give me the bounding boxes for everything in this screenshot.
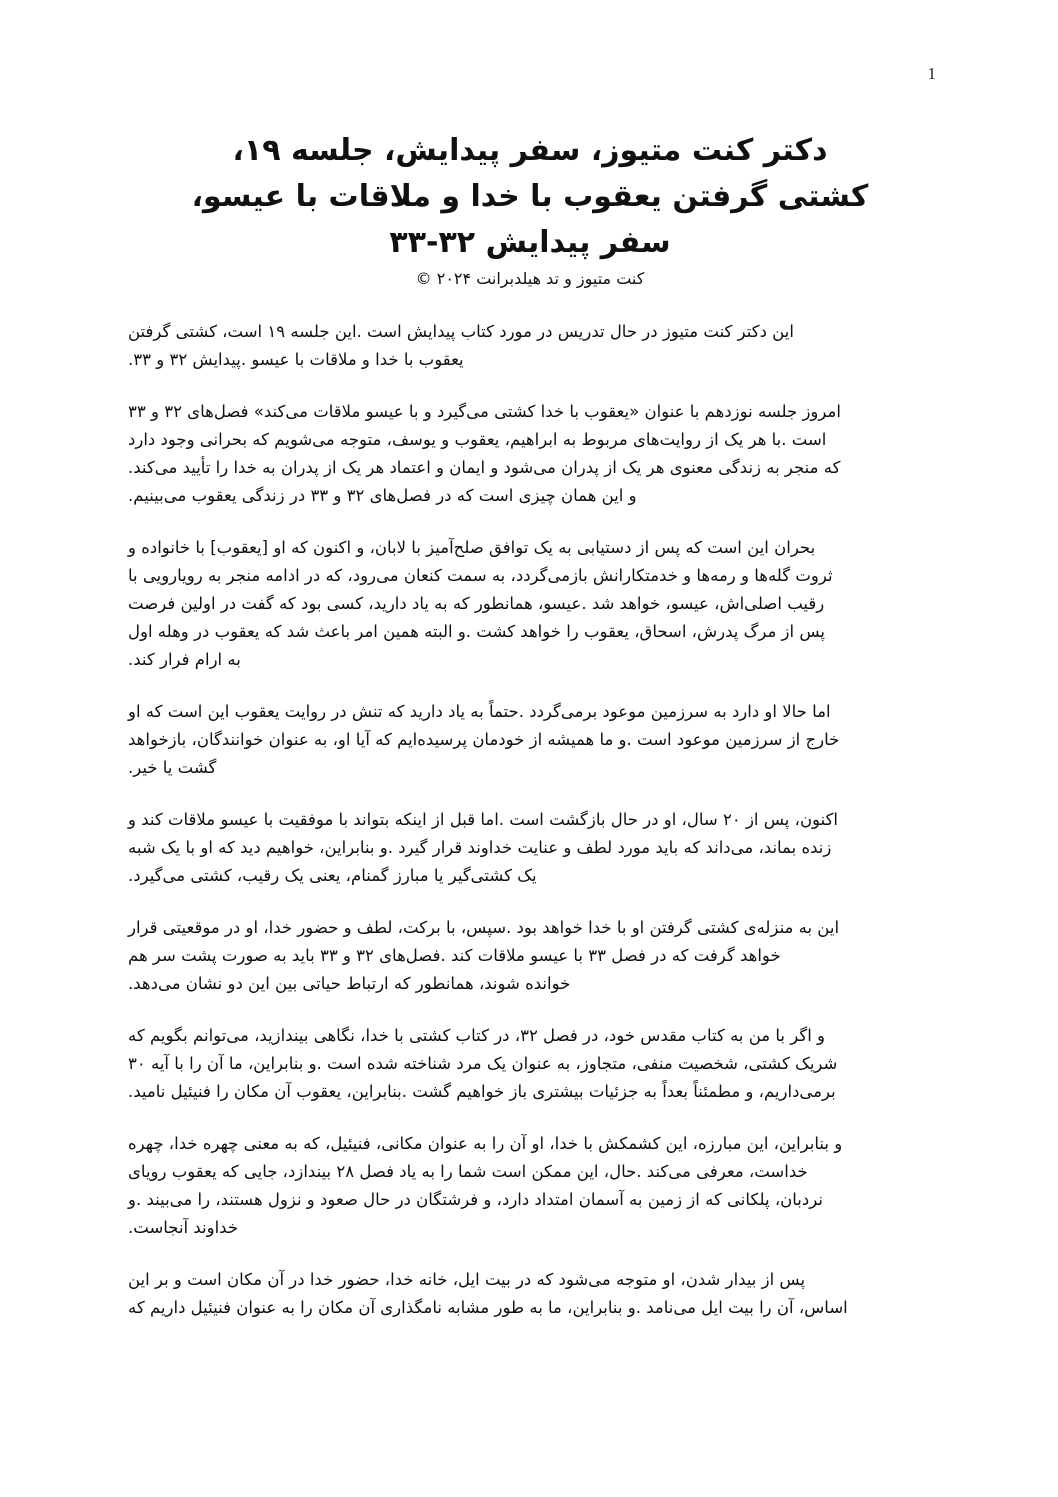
- paragraph-line: اما حالا او دارد به سرزمین موعود برمی‌گردد .حتماً به یاد دارید که تنش در روایت یعقوب این است که او: [128, 702, 831, 721]
- paragraph: [128, 1266, 940, 1322]
- title-line: دکتر کنت متیوز، سفر پیدایش، جلسه ۱۹،: [232, 133, 828, 168]
- paragraph-line: بحران این است که پس از دستیابی به یک توافق صلح‌آمیز با لابان، و اکنون که او [یعقوب] با خانواده و: [128, 538, 816, 557]
- paragraph: [128, 698, 940, 782]
- paragraph-line: خداوند آنجاست.: [128, 1218, 239, 1237]
- paragraph-line: اساس، آن را بیت ایل می‌نامد .و بنابراین، ما به طور مشابه نامگذاری آن مکان را به عنوان فنیئیل داریم که: [128, 1298, 848, 1317]
- paragraph: [128, 398, 940, 510]
- paragraph-line: امروز جلسه نوزدهم با عنوان «یعقوب با خدا کشتی می‌گیرد و با عیسو ملاقات می‌کند» فصل‌های ۳۲ و ۳۳: [128, 402, 841, 421]
- paragraph: [128, 1130, 940, 1242]
- title-line: کشتی گرفتن یعقوب با خدا و ملاقات با عیسو،: [191, 179, 869, 214]
- paragraph-line: رقیب اصلی‌اش، عیسو، خواهد شد .عیسو، همانطور که به یاد دارید، کسی بود که گفت در اولین فرصت: [128, 594, 825, 613]
- paragraph-line: شریک کشتی، شخصیت منفی، متجاوز، به عنوان یک مرد شناخته شده است .و بنابراین، ما آن را با آیه ۳۰: [128, 1054, 838, 1073]
- paragraph: [128, 1022, 940, 1106]
- paragraph: [128, 914, 940, 998]
- paragraph-line: زنده بماند، می‌داند که باید مورد لطف و عنایت خداوند قرار گیرد .و بنابراین، خواهیم دید که او با یک شبه: [128, 838, 832, 857]
- paragraph: [128, 806, 940, 890]
- page-number: 1: [927, 64, 936, 83]
- paragraph-line: این به منزله‌ی کشتی گرفتن او با خدا خواهد بود .سپس، با برکت، لطف و حضور خدا، او در موقعیتی قرار: [128, 918, 840, 937]
- body-text: [128, 318, 940, 1346]
- paragraph-line: و بنابراین، این مبارزه، این کشمکش با خدا، او آن را به عنوان مکانی، فنیئیل، که به معنی چهره خدا، چهره: [128, 1134, 843, 1153]
- paragraph: [128, 534, 940, 674]
- paragraph-line: خداست، معرفی می‌کند .حال، این ممکن است شما را به یاد فصل ۲۸ بیندازد، جایی که یعقوب رویای: [128, 1162, 808, 1181]
- paragraph-line: یک کشتی‌گیر یا مبارز گمنام، یعنی یک رقیب، کشتی می‌گیرد.: [128, 866, 537, 885]
- paragraph-line: پس از مرگ پدرش، اسحاق، یعقوب را خواهد کشت .و البته همین امر باعث شد که یعقوب در وهله اول: [128, 622, 825, 641]
- paragraph-line: خوانده شوند، همانطور که ارتباط حیاتی بین این دو نشان می‌دهد.: [128, 974, 571, 993]
- paragraph-line: به ارام فرار کند.: [128, 650, 241, 669]
- paragraph-line: خارج از سرزمین موعود است .و ما همیشه از خودمان پرسیده‌ایم که آیا او، به عنوان خوانندگان، بازخواهد: [128, 730, 840, 749]
- paragraph: [128, 318, 940, 374]
- paragraph-line: که منجر به زندگی معنوی هر یک از پدران می‌شود و ایمان و اعتماد هر یک از پدران به خدا را تأیید می‌کند.: [128, 458, 841, 477]
- paragraph-line: و اگر با من به کتاب مقدس خود، در فصل ۳۲، در کتاب کشتی با خدا، نگاهی بیندازید، می‌توانم بگویم که: [128, 1026, 826, 1045]
- paragraph-line: ثروت گله‌ها و رمه‌ها و خدمتکارانش بازمی‌گردد، به سمت کنعان می‌رود، که در ادامه منجر به رویارویی با: [128, 566, 833, 585]
- paragraph-line: است .با هر یک از روایت‌های مربوط به ابراهیم، یعقوب و یوسف، متوجه می‌شویم که بحرانی وجود دارد: [128, 430, 827, 449]
- paragraph-line: و این همان چیزی است که در فصل‌های ۳۲ و ۳۳ در زندگی یعقوب می‌بینیم.: [128, 486, 637, 505]
- paragraph-line: نردبان، پلکانی که از زمین به آسمان امتداد دارد، و فرشتگان در حال صعود و نزول هستند، را می‌بیند .و: [128, 1190, 823, 1209]
- paragraph-line: یعقوب با خدا و ملاقات با عیسو .پیدایش ۳۲ و ۳۳.: [128, 350, 464, 369]
- paragraph-line: پس از بیدار شدن، او متوجه می‌شود که در بیت ایل، خانه خدا، حضور خدا در آن مکان است و بر این: [128, 1270, 806, 1289]
- paragraph-line: اکنون، پس از ۲۰ سال، او در حال بازگشت است .اما قبل از اینکه بتواند با موفقیت با عیسو ملاقات کند و: [128, 810, 839, 829]
- paragraph-line: گشت یا خیر.: [128, 758, 217, 777]
- title-line: سفر پیدایش ۳۲-۳۳: [389, 225, 671, 260]
- document-title-block: [120, 128, 940, 292]
- copyright-authors: کنت متیوز و تد هیلدبرانت ۲۰۲۴ ©: [415, 269, 645, 288]
- paragraph-line: خواهد گرفت که در فصل ۳۳ با عیسو ملاقات کند .فصل‌های ۳۲ و ۳۳ باید به صورت پشت سر هم: [128, 946, 781, 965]
- paragraph-line: برمی‌داریم، و مطمئناً بعداً به جزئیات بیشتری باز خواهیم گشت .بنابراین، یعقوب آن مکان را فنیئیل نامید.: [128, 1082, 836, 1101]
- paragraph-line: این دکتر کنت متیوز در حال تدریس در مورد کتاب پیدایش است .این جلسه ۱۹ است، کشتی گرفتن: [128, 322, 794, 341]
